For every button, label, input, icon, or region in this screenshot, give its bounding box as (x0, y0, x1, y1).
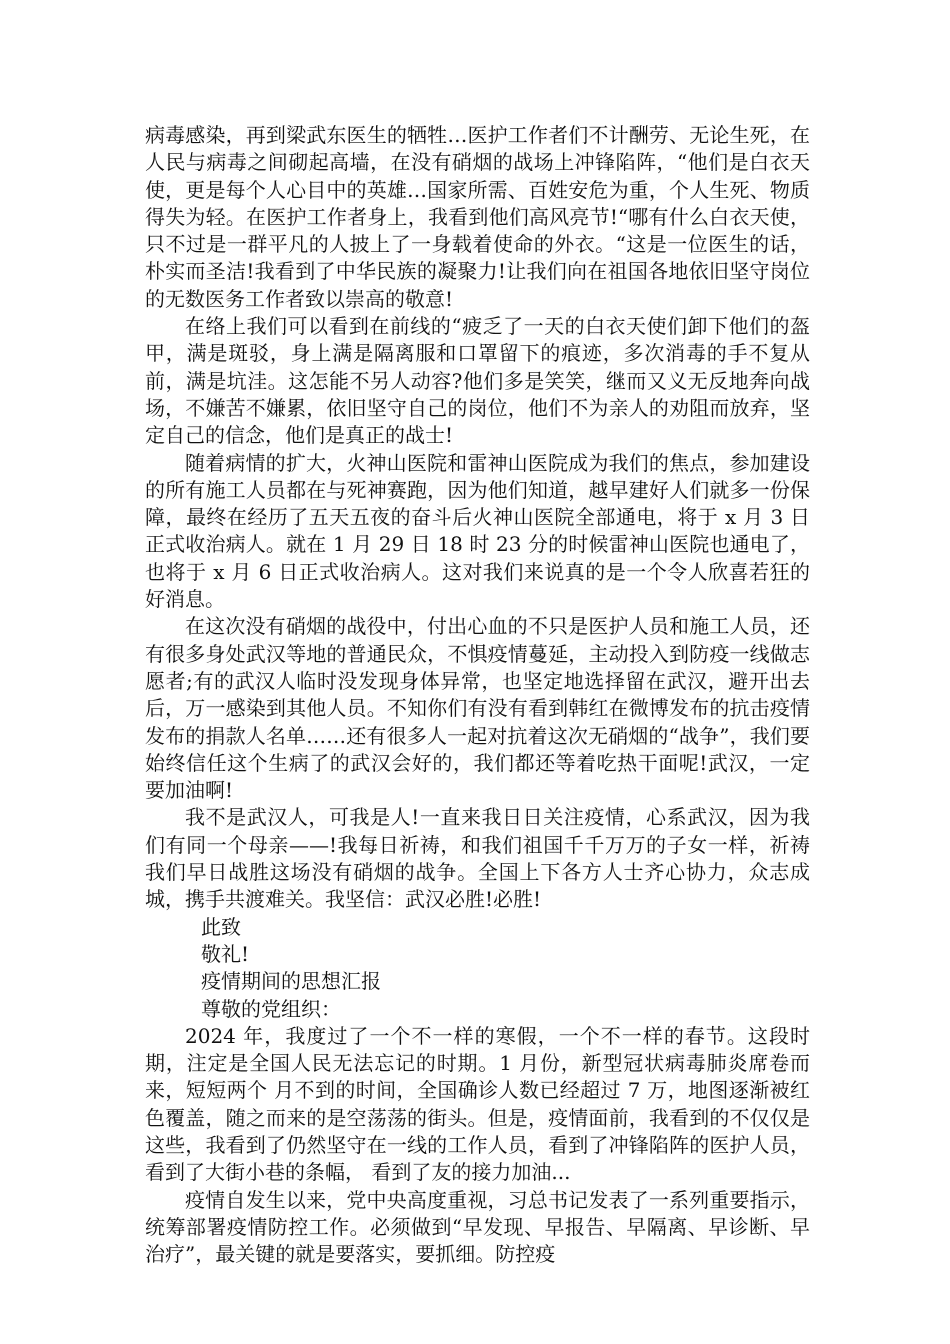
document-body (145, 122, 810, 1268)
closing-line-1: 此致 (201, 914, 241, 939)
closing-line-2: 敬礼! (201, 941, 250, 966)
salutation: 尊敬的党组织： (201, 996, 341, 1021)
paragraph-winter-break: 2024 年，我度过了一个不一样的寒假，一个不一样的春节。这段时期，注定是全国人民无法忘记的时期。1 月份，新型冠状病毒肺炎席卷而来，短短两个 月不到的时间，全国确诊人数已经超过 7 万，地图逐渐被红色覆盖，随之而来的是空荡荡的街头。但是，疫情面前，我看到的不仅仅是这些，我看到了仍然坚守在一线的工作人员，看到了冲锋陷阵的医护人员，看到了大街小巷的条幅， 看到了友的接力加油... (145, 1023, 810, 1185)
paragraph-frontline: 在络上我们可以看到在前线的“疲乏了一天的白衣天使们卸下他们的盔甲，满是斑驳，身上满是隔离服和口罩留下的痕迹，多次消毒的手不复从前，满是坑洼。这怎能不另人动容?他们多是笑笑，继而又义无反地奔向战场，不嫌苦不嫌累，依旧坚守自己的岗位，他们不为亲人的劝阻而放弃，坚定自己的信念，他们是真正的战士! (145, 314, 810, 448)
paragraph-continuation: 病毒感染，再到梁武东医生的牺牲…医护工作者们不计酬劳、无论生死，在人民与病毒之间砌起高墙，在没有硝烟的战场上冲锋陷阵，“他们是白衣天使，更是每个人心目中的英雄…国家所需、百姓安危为重，个人生死、物质得失为轻。在医护工作者身上，我看到他们高风亮节!“哪有什么白衣天使，只不过是一群平凡的人披上了一身载着使命的外衣。“这是一位医生的话，朴实而圣洁!我看到了中华民族的凝聚力!让我们向在祖国各地依旧坚守岗位的无数医务工作者致以崇高的敬意! (145, 123, 810, 311)
paragraph-belief: 我不是武汉人，可我是人!一直来我日日关注疫情，心系武汉，因为我们有同一个母亲——!我每日祈祷，和我们祖国千千万万的子女一样，祈祷我们早日战胜这场没有硝烟的战争。全国上下各方人士齐心协力，众志成城，携手共渡难关。我坚信：武汉必胜!必胜! (145, 805, 810, 912)
paragraph-hospitals: 随着病情的扩大，火神山医院和雷神山医院成为我们的焦点，参加建设的所有施工人员都在与死神赛跑，因为他们知道，越早建好人们就多一份保障，最终在经历了五天五夜的奋斗后火神山医院全部通电，将于 x 月 3 日正式收治病人。就在 1 月 29 日 18 时 23 分的时候雷神山医院也通电了，也将于 x 月 6 日正式收治病人。这对我们来说真的是一个令人欣喜若狂的好消息。 (145, 450, 810, 612)
report-title: 疫情期间的思想汇报 (201, 969, 381, 994)
paragraph-volunteers: 在这次没有硝烟的战役中，付出心血的不只是医护人员和施工人员，还有很多身处武汉等地的普通民众，不惧疫情蔓延，主动投入到防疫一线做志愿者;有的武汉人临时没发现身体异常，也坚定地选择留在武汉，避开出去后，万一感染到其他人员。不知你们有没有看到韩红在微博发布的抗击疫情发布的捐款人名单……还有很多人一起对抗着这次无硝烟的“战争”，我们要始终信任这个生病了的武汉会好的，我们都还等着吃热干面呢!武汉，一定要加油啊! (145, 614, 810, 803)
paragraph-party-response: 疫情自发生以来，党中央高度重视，习总书记发表了一系列重要指示，统筹部署疫情防控工作。必须做到“早发现、早报告、早隔离、早诊断、早治疗”，最关键的就是要落实，要抓细。防控疫 (145, 1187, 810, 1267)
